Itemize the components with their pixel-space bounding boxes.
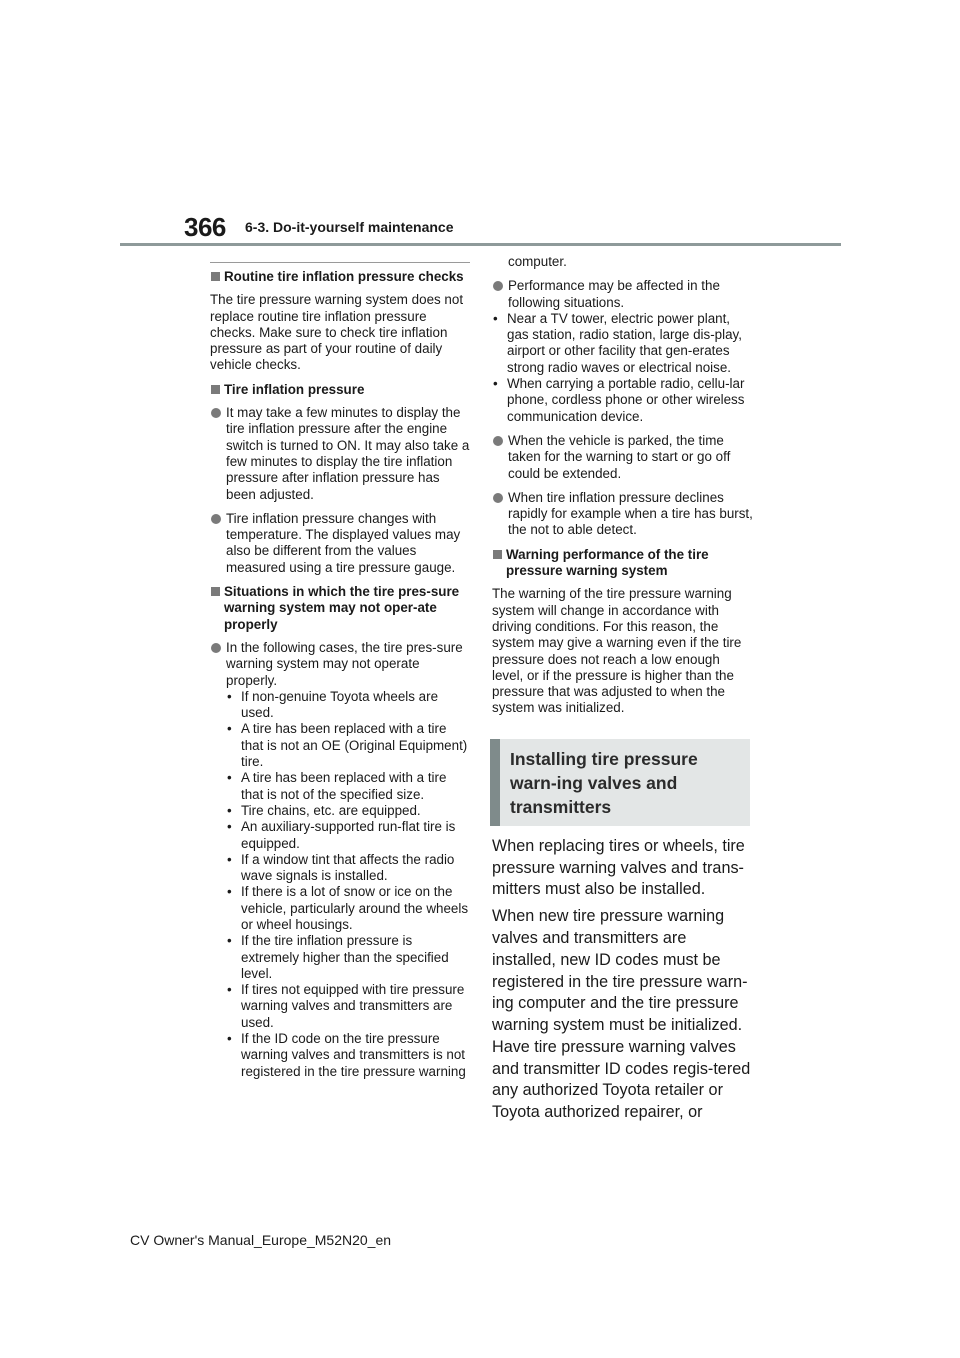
list-item: • A tire has been replaced with a tire that is not an OE (Original Equipment) tire. [226, 721, 470, 770]
section-title: 6-3. Do-it-yourself maintenance [245, 219, 454, 235]
left-column [210, 262, 470, 1088]
heading-situations: Situations in which the tire pres-sure warning system may not oper-ate properly [210, 584, 470, 633]
bullet-performance: Performance may be affected in the following situations. [492, 278, 754, 311]
list-item: • If tires not equipped with tire pressure warning valves and transmitters are used. [226, 982, 470, 1031]
heading-tire-inflation-pressure: Tire inflation pressure [210, 382, 470, 398]
installing-section-title: Installing tire pressure warn-ing valves and transmitters [490, 739, 750, 826]
interference-list [492, 311, 754, 425]
paragraph-registering: When new tire pressure warning valves and transmitters are installed, new ID codes must be registered in the tire pressure warn-ing computer and the tire pressure warning system must be initialized. Have tire pressure warning valves and transmitter ID codes regis-tered any authorized Toyota retailer or Toyota authorized repairer, or [492, 907, 751, 1122]
bullet-temperature: Tire inflation pressure changes with temperature. The displayed values may also be different from the values measured using a tire pressure gauge. [210, 511, 470, 576]
paragraph-warning-performance: The warning of the tire pressure warning system will change in accordance with driving conditions. For this reason, the system may give a warning even if the tire pressure does not reach a low enough level, or if the pressure is higher than the pressure that was adjusted to when the system was initialized. [492, 586, 742, 716]
list-item: • If the tire inflation pressure is extremely higher than the specified level. [226, 933, 470, 982]
list-item: • Near a TV tower, electric power plant, gas station, radio station, large dis-play, airport or other facility that gen-erates strong radio waves or electrical noise. [492, 311, 754, 376]
footer-manual-id: CV Owner's Manual_Europe_M52N20_en [130, 1232, 392, 1248]
list-item: • If there is a lot of snow or ice on the vehicle, particularly around the wheels or wheel housings. [226, 884, 470, 933]
section-divider [210, 262, 470, 263]
situations-list [226, 689, 470, 1080]
paragraph-replacing: When replacing tires or wheels, tire pressure warning valves and trans-mitters must also be installed. [492, 836, 745, 899]
paragraph-routine-checks: The tire pressure warning system does not replace routine tire inflation pressure checks. Make sure to check tire inflation pressure as part of your routine of daily vehicle checks. [210, 292, 464, 373]
heading-routine-checks: Routine tire inflation pressure checks [210, 269, 470, 285]
bullet-rapid-decline: When tire inflation pressure declines rapidly for example when a tire has burst, the not to able detect. [492, 490, 754, 539]
bullet-display-delay: It may take a few minutes to display the tire inflation pressure after the engine switch is turned to ON. It may also take a few minutes to display the tire inflation pressure after inflation pressure has been adjusted. [210, 405, 470, 503]
list-item: • If non-genuine Toyota wheels are used. [226, 689, 470, 722]
right-column [492, 254, 754, 1129]
list-item: • Tire chains, etc. are equipped. [226, 803, 470, 819]
list-item: • A tire has been replaced with a tire that is not of the specified size. [226, 770, 470, 803]
bullet-parked: When the vehicle is parked, the time taken for the warning to start or go off could be extended. [492, 433, 754, 482]
list-item: • When carrying a portable radio, cellu-lar phone, cordless phone or other wireless communication device. [492, 376, 754, 425]
list-item: • An auxiliary-supported run-flat tire is equipped. [226, 819, 470, 852]
list-item: • If a window tint that affects the radio wave signals is installed. [226, 852, 470, 885]
list-item: • If the ID code on the tire pressure warning valves and transmitters is not registered in the tire pressure warning [226, 1031, 470, 1080]
header-divider [120, 243, 841, 246]
heading-warning-performance: Warning performance of the tire pressure warning system [492, 547, 754, 580]
bullet-following-cases: In the following cases, the tire pres-sure warning system may not operate properly. [210, 640, 470, 689]
continuation-text: computer. [508, 254, 567, 269]
page-number: 366 [184, 212, 226, 242]
